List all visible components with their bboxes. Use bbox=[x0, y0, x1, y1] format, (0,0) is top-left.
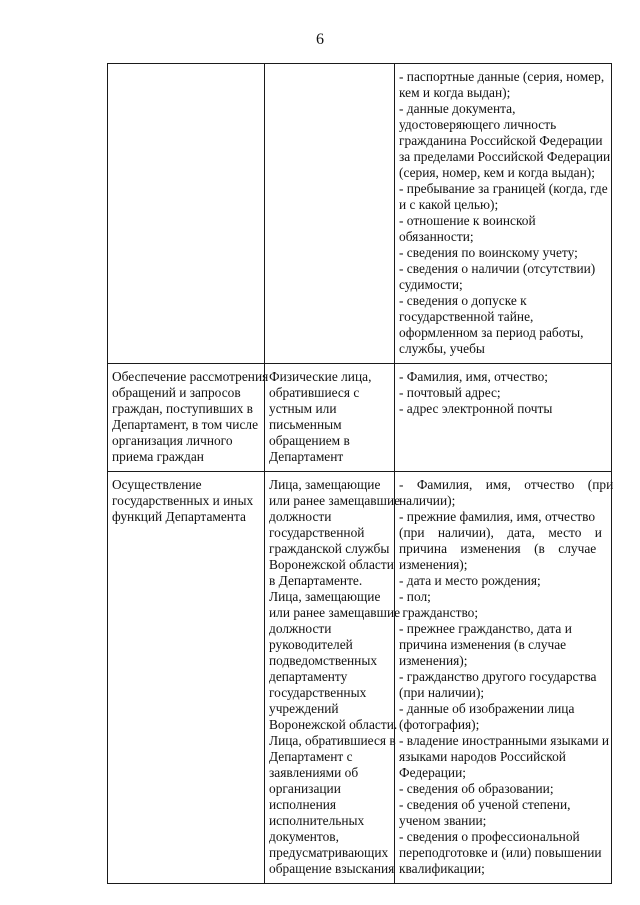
text-line: службы, учебы bbox=[399, 341, 485, 356]
text-line: гражданина Российской Федерации bbox=[399, 133, 603, 148]
text-line: Физические лица, bbox=[269, 369, 372, 384]
text-line: гражданской службы bbox=[269, 541, 390, 556]
text-line: граждан, поступивших в bbox=[112, 401, 254, 416]
text-line: организация личного bbox=[112, 433, 233, 448]
text-line: - гражданство другого государства bbox=[399, 669, 597, 684]
text-line: должности bbox=[269, 509, 332, 524]
page-number: 6 bbox=[316, 31, 324, 48]
text-line: судимости; bbox=[399, 277, 463, 292]
text-line: функций Департамента bbox=[112, 509, 246, 524]
text-line: Лица, замещающие bbox=[269, 589, 381, 604]
text-line: Лица, обратившиеся в bbox=[269, 733, 396, 748]
text-line: исполнения bbox=[269, 797, 337, 812]
text-line: государственной bbox=[269, 525, 365, 540]
text-line: исполнительных bbox=[269, 813, 365, 828]
text-line: Лица, замещающие bbox=[269, 477, 381, 492]
text-line: переподготовке и (или) повышении bbox=[399, 845, 602, 860]
text-line: изменения); bbox=[399, 653, 468, 668]
text-line: должности bbox=[269, 621, 332, 636]
table-row bbox=[108, 364, 612, 472]
text-line: - адрес электронной почты bbox=[399, 401, 553, 416]
personal-data-table bbox=[107, 63, 612, 884]
text-line: удостоверяющего личность bbox=[399, 117, 557, 132]
text-line: обязанности; bbox=[399, 229, 474, 244]
text-line: руководителей bbox=[269, 637, 353, 652]
text-line: кем и когда выдан); bbox=[399, 85, 511, 100]
text-line: - дата и место рождения; bbox=[399, 573, 541, 588]
text-line: - Фамилия, имя, отчество (при bbox=[399, 477, 614, 492]
text-line: (при наличии), дата, место и bbox=[399, 525, 602, 540]
purpose-cell bbox=[108, 64, 265, 364]
text-line: (при наличии); bbox=[399, 685, 485, 700]
text-line: изменения); bbox=[399, 557, 468, 572]
text-line: - сведения по воинскому учету; bbox=[399, 245, 578, 260]
subjects-cell bbox=[265, 64, 395, 364]
text-line: гражданство; bbox=[399, 605, 479, 620]
text-line: приема граждан bbox=[112, 449, 204, 464]
text-line: обращение взыскания bbox=[269, 861, 395, 876]
text-line: - пребывание за границей (когда, где bbox=[399, 181, 608, 196]
table-row bbox=[108, 64, 612, 364]
text-line: государственной тайне, bbox=[399, 309, 534, 324]
purpose-cell bbox=[108, 364, 269, 472]
text-line: - почтовый адрес; bbox=[399, 385, 501, 400]
text-line: оформленном за период работы, bbox=[399, 325, 584, 340]
text-line: - паспортные данные (серия, номер, bbox=[399, 69, 605, 84]
text-line: Департамент с bbox=[269, 749, 353, 764]
text-line: - сведения о наличии (отсутствии) bbox=[399, 261, 596, 276]
text-line: Обеспечение рассмотрения bbox=[112, 369, 269, 384]
text-line: устным или bbox=[269, 401, 337, 416]
text-line: или ранее замещавшие bbox=[269, 605, 401, 620]
text-line: причина изменения (в случае bbox=[399, 637, 567, 652]
text-line: обращением в bbox=[269, 433, 350, 448]
text-line: наличии); bbox=[399, 493, 456, 508]
text-line: - владение иностранными языками и bbox=[399, 733, 610, 748]
table-row bbox=[108, 472, 612, 884]
text-line: за пределами Российской Федерации bbox=[399, 149, 611, 164]
text-line: в Департаменте. bbox=[269, 573, 363, 588]
text-line: - сведения о профессиональной bbox=[399, 829, 580, 844]
text-line: заявлениями об bbox=[269, 765, 359, 780]
text-line: - данные об изображении лица bbox=[399, 701, 575, 716]
personal-data-cell bbox=[395, 64, 612, 364]
text-line: квалификации; bbox=[399, 861, 485, 876]
text-line: - сведения об ученой степени, bbox=[399, 797, 571, 812]
text-line: учреждений bbox=[269, 701, 339, 716]
text-line: - прежнее гражданство, дата и bbox=[399, 621, 572, 636]
text-line: и с какой целью); bbox=[399, 197, 499, 212]
text-line: документов, bbox=[269, 829, 339, 844]
text-line: Воронежской области bbox=[269, 557, 394, 572]
personal-data-cell bbox=[395, 472, 612, 884]
text-line: причина изменения (в случае bbox=[399, 541, 597, 556]
personal-data-cell bbox=[395, 364, 612, 472]
text-line: языками народов Российской bbox=[399, 749, 566, 764]
text-line: письменным bbox=[269, 417, 342, 432]
text-line: государственных bbox=[269, 685, 367, 700]
text-line: обращений и запросов bbox=[112, 385, 241, 400]
text-line: департаменту bbox=[269, 669, 348, 684]
text-line: - данные документа, bbox=[399, 101, 516, 116]
text-line: Осуществление bbox=[112, 477, 202, 492]
text-line: - отношение к воинской bbox=[399, 213, 536, 228]
text-line: организации bbox=[269, 781, 341, 796]
purpose-cell bbox=[108, 472, 265, 884]
text-line: - пол; bbox=[399, 589, 431, 604]
text-line: - сведения об образовании; bbox=[399, 781, 554, 796]
text-line: Федерации; bbox=[399, 765, 466, 780]
text-line: подведомственных bbox=[269, 653, 378, 668]
text-line: (серия, номер, кем и когда выдан); bbox=[399, 165, 595, 180]
text-line: Департамент, в том числе bbox=[112, 417, 259, 432]
text-line: (фотография); bbox=[399, 717, 480, 732]
text-line: - сведения о допуске к bbox=[399, 293, 527, 308]
text-line: обратившиеся с bbox=[269, 385, 360, 400]
subjects-cell bbox=[265, 364, 395, 472]
text-line: предусматривающих bbox=[269, 845, 389, 860]
text-line: государственных и иных bbox=[112, 493, 254, 508]
text-line: или ранее замещавшие bbox=[269, 493, 401, 508]
text-line: - Фамилия, имя, отчество; bbox=[399, 369, 548, 384]
text-line: - прежние фамилия, имя, отчество bbox=[399, 509, 596, 524]
text-line: ученом звании; bbox=[399, 813, 487, 828]
text-line: Департамент bbox=[269, 449, 344, 464]
subjects-cell bbox=[265, 472, 401, 884]
text-line: Воронежской области. bbox=[269, 717, 398, 732]
